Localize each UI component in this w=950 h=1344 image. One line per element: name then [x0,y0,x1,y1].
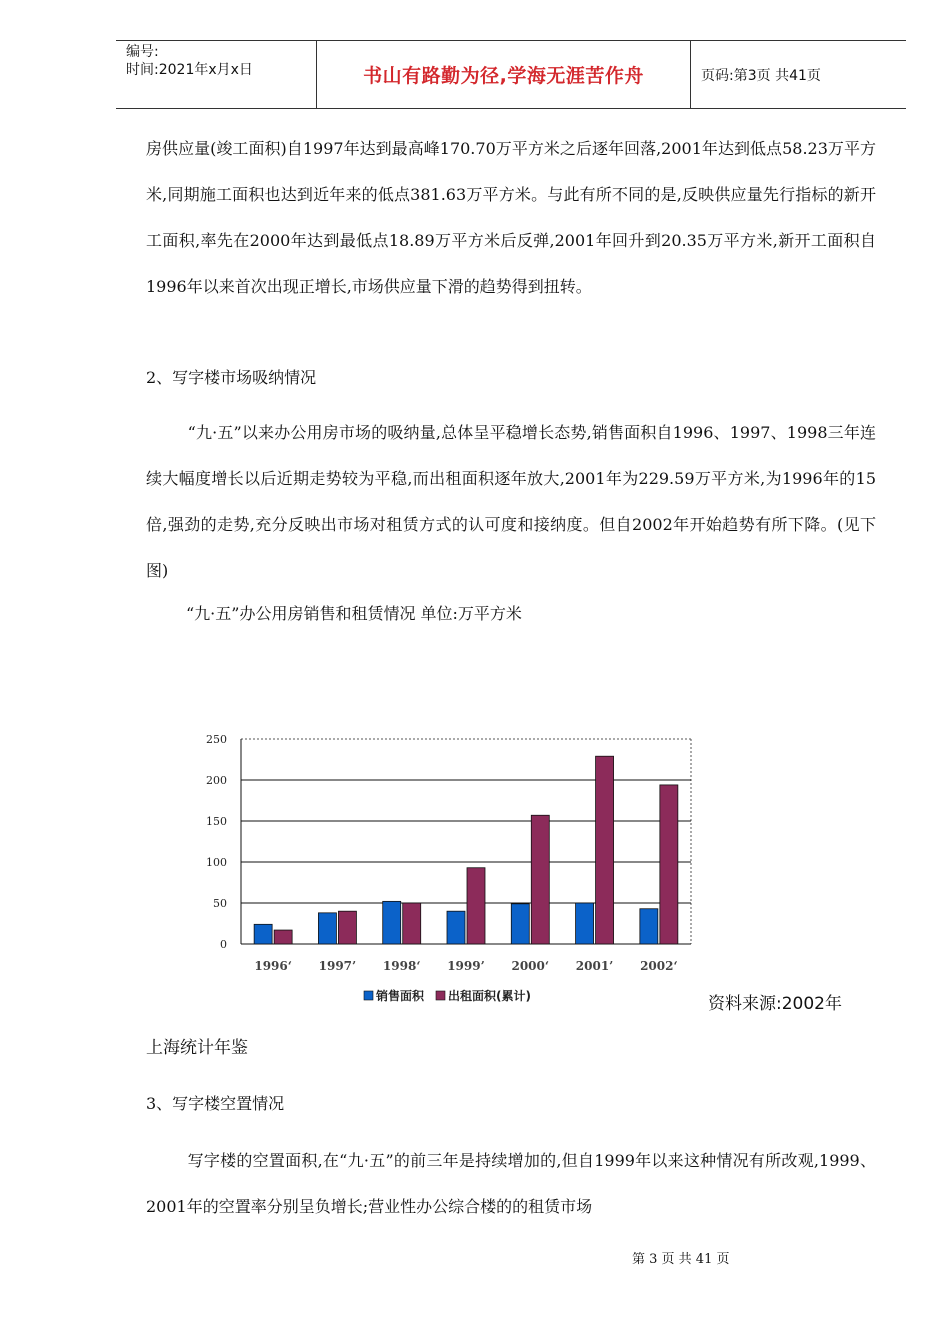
bar-sales [640,909,658,944]
header-motto [316,41,691,108]
paragraph-3 [146,1138,876,1230]
bar-sales [576,903,594,944]
y-tick-label: 150 [206,815,227,828]
paragraph-text: 写字楼的空置面积,在“九·五”的前三年是持续增加的,但自1999年以来这种情况有所改观,1999、2001年的空置率分别呈负增长;营业性办公综合楼的的租赁市场 [146,1151,876,1216]
bar-rental [660,785,678,944]
bar-sales [511,904,529,944]
header-meta [116,41,316,108]
number-label: 编号: [126,44,159,60]
source-line-1: 资料来源:2002年 [708,994,842,1014]
section-heading-3 [146,1092,876,1116]
bar-sales [447,911,465,944]
bar-chart [196,728,701,1018]
caption-text: “九·五”办公用房销售和租赁情况 单位:万平方米 [186,604,522,623]
x-tick-label: 1999’ [447,959,485,973]
bar-sales [254,924,272,944]
heading-text: 2、写字楼市场吸纳情况 [146,368,317,387]
legend-swatch [364,991,373,1000]
header-page [691,41,906,108]
bar-rental [403,903,421,944]
section-heading-2 [146,366,876,390]
y-tick-label: 50 [213,897,227,910]
page-label: 页码:第3页 共41页 [701,67,821,84]
y-tick-label: 0 [220,938,227,951]
bar-rental [467,868,485,944]
x-tick-label: 1997’ [318,959,357,973]
x-tick-label: 1998‘ [382,959,421,973]
paragraph-text: “九·五”以来办公用房市场的吸纳量,总体呈平稳增长态势,销售面积自1996、1997、1998三年连续大幅度增长以后近期走势较为平稳,而出租面积逐年放大,2001年为229.59万平方米,为1996年的15倍,强劲的走势,充分反映出市场对租赁方式的认可度和接纳度。但自2002年开始趋势有所下降。(见下图) [146,423,876,580]
motto-text: 书山有路勤为径,学海无涯苦作舟 [363,65,644,87]
bar-rental [596,756,614,944]
bar-sales [318,913,336,944]
page-header [116,40,906,109]
paragraph-1 [146,126,876,310]
y-tick-label: 200 [206,774,227,787]
x-tick-label: 2001’ [575,959,614,973]
bar-rental [274,930,292,944]
paragraph-2 [146,410,876,594]
legend-label: 销售面积 [376,989,425,1003]
x-tick-label: 2002‘ [640,959,678,973]
source-line-2: 上海统计年鉴 [146,1038,248,1058]
legend-label: 出租面积(累计) [448,989,531,1003]
chart-caption [186,602,786,626]
x-tick-label: 2000‘ [511,959,550,973]
bar-rental [338,911,356,944]
y-tick-label: 250 [206,733,227,746]
bar-sales [383,901,401,944]
bar-rental [531,815,549,944]
heading-text: 3、写字楼空置情况 [146,1094,285,1113]
y-tick-label: 100 [206,856,227,869]
page-footer: 第 3 页 共 41 页 [632,1252,730,1267]
paragraph-text: 房供应量(竣工面积)自1997年达到最高峰170.70万平方米之后逐年回落,2001年达到低点58.23万平方米,同期施工面积也达到近年来的低点381.63万平方米。与此有所不同的是,反映供应量先行指标的新开工面积,率先在2000年达到最低点18.89万平方米后反弹,2001年回升到20.35万平方米,新开工面积自1996年以来首次出现正增长,市场供应量下滑的趋势得到扭转。 [146,139,876,296]
x-tick-label: 1996‘ [254,959,292,973]
time-label: 时间:2021年x月x日 [126,62,253,78]
legend-swatch [436,991,445,1000]
